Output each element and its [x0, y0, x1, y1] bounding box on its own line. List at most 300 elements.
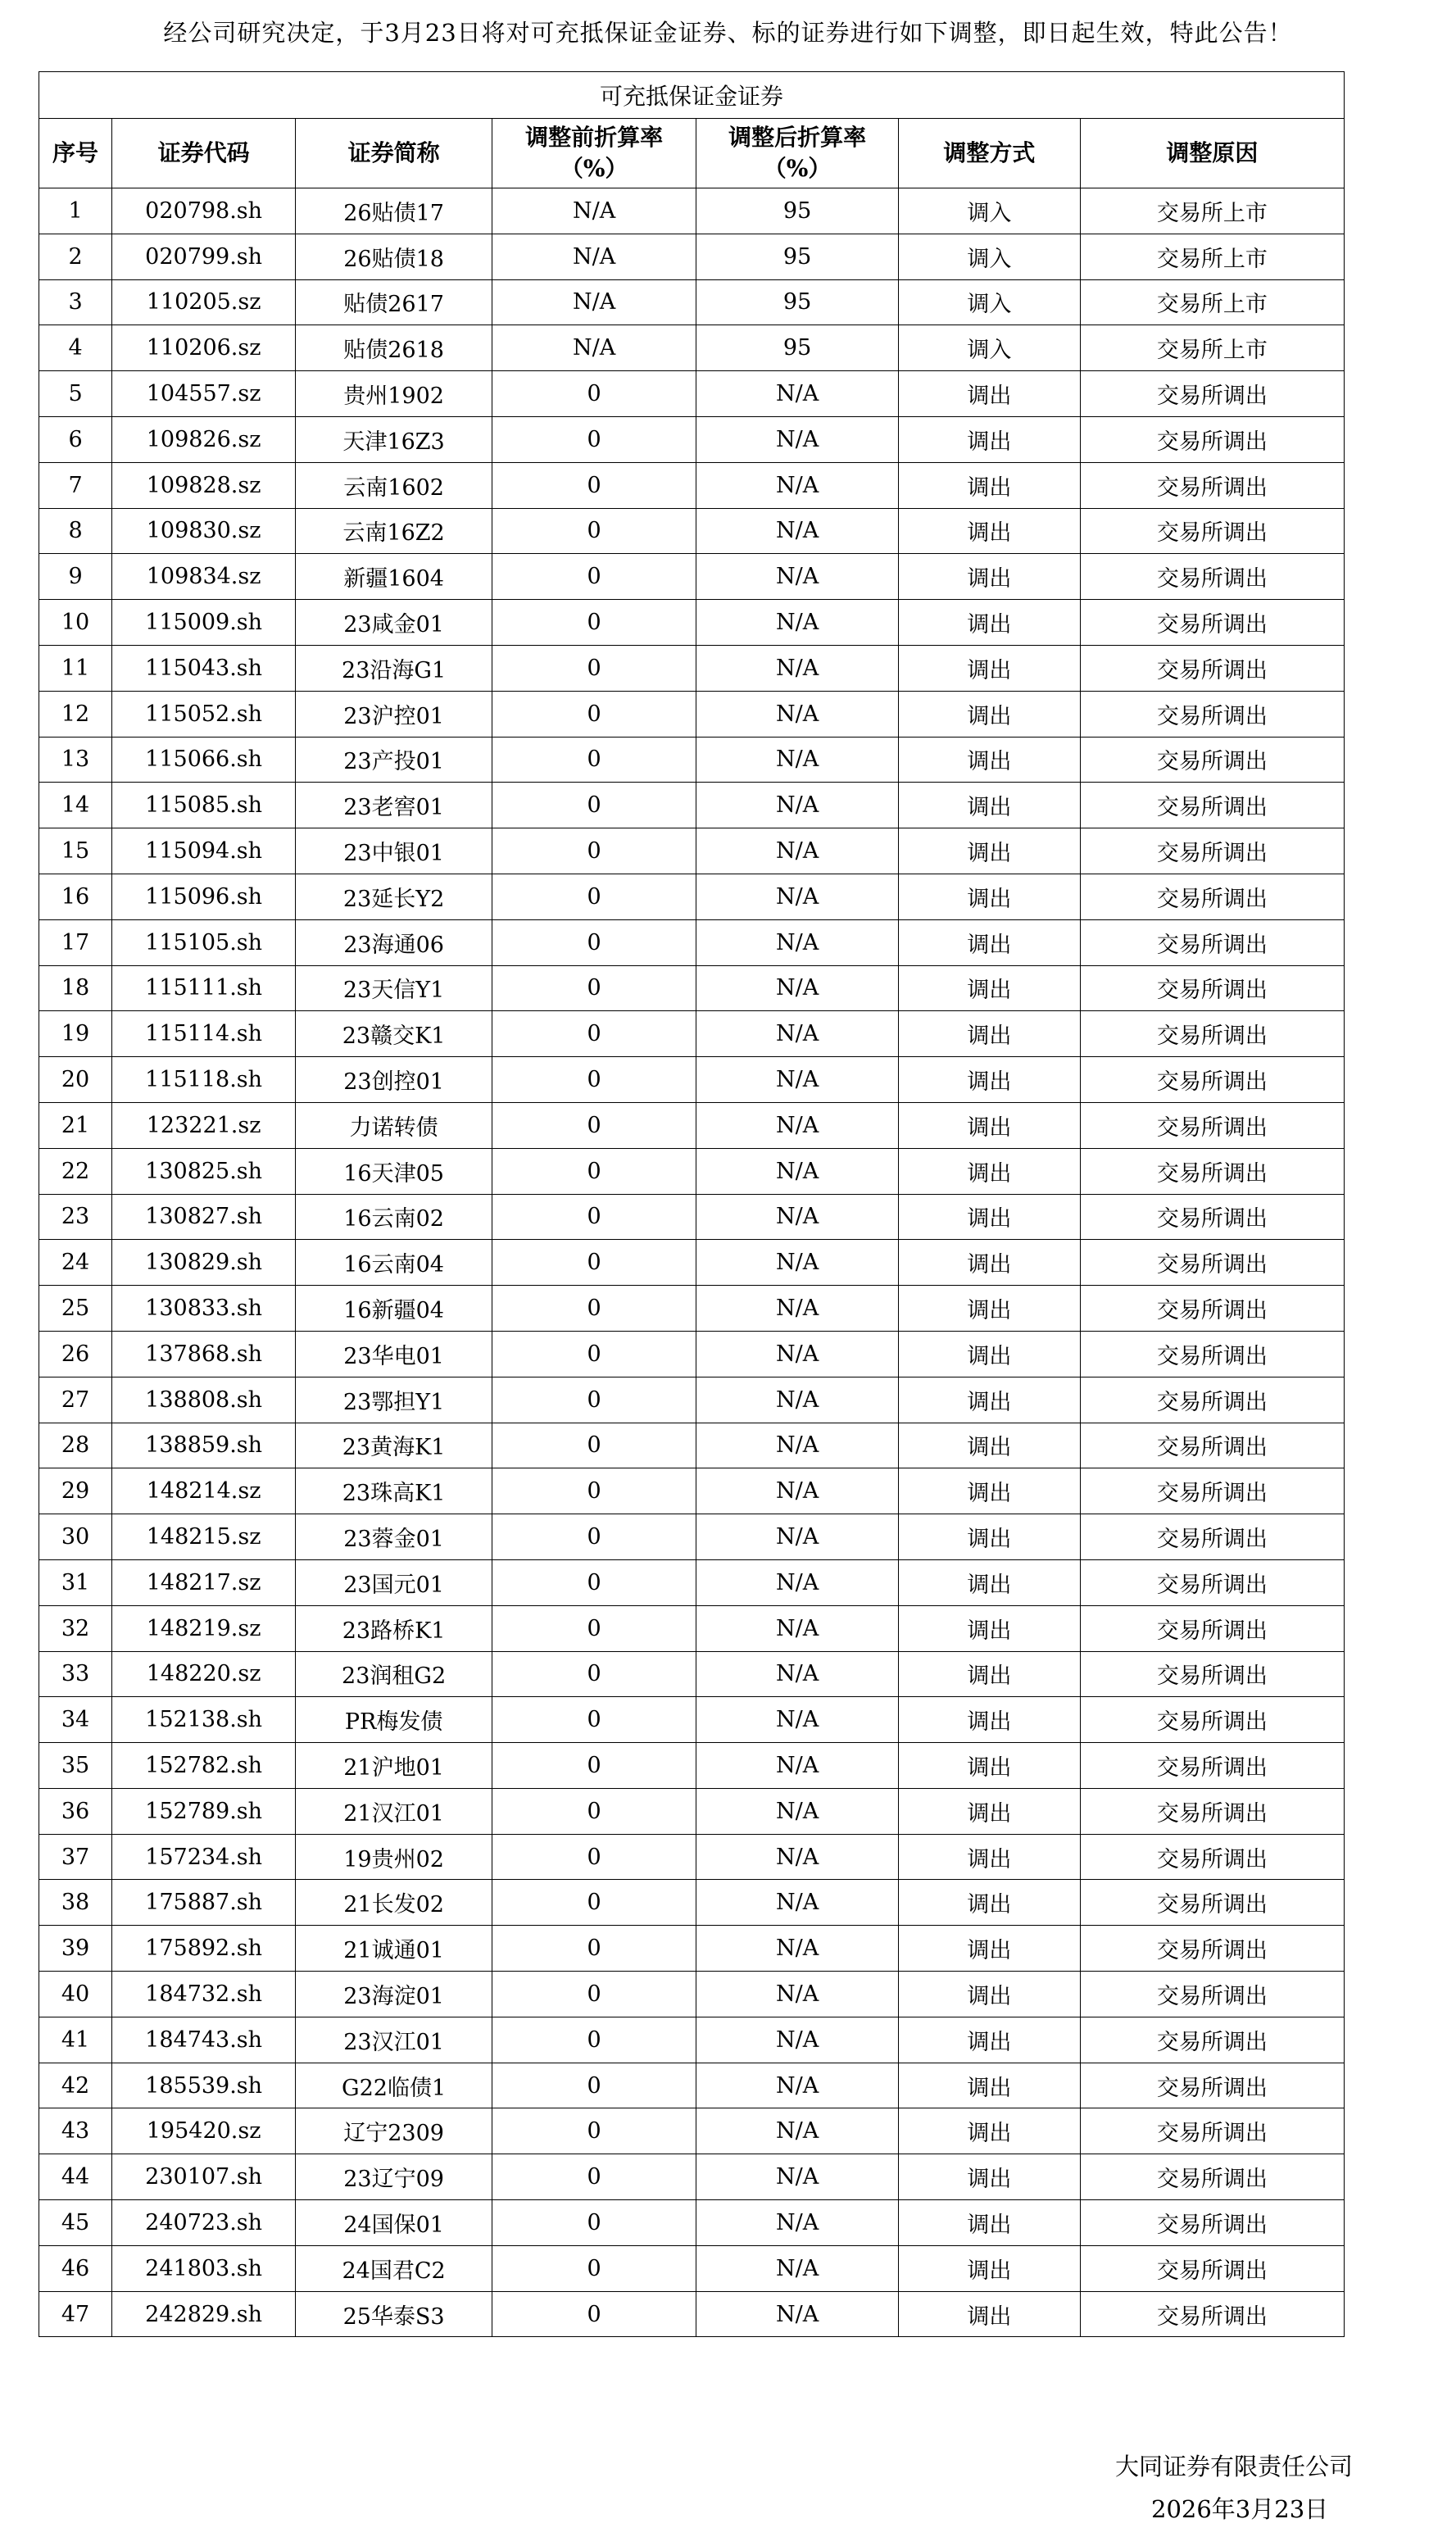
row-index: 4 — [39, 325, 112, 371]
table-row — [39, 691, 1345, 737]
row-index: 13 — [39, 737, 112, 783]
adjust-method: 调入 — [899, 188, 1081, 234]
announcement-date: 2026年3月23日 — [1151, 2495, 1329, 2523]
security-name: 贴债2618 — [296, 325, 492, 371]
rate-after: N/A — [696, 1834, 899, 1880]
rate-before: 0 — [492, 1057, 696, 1103]
security-code: 115118.sh — [112, 1057, 296, 1103]
rate-after: N/A — [696, 1286, 899, 1332]
row-index: 16 — [39, 874, 112, 919]
adjust-reason: 交易所调出 — [1080, 462, 1344, 508]
row-index: 19 — [39, 1011, 112, 1057]
rate-after: N/A — [696, 1972, 899, 2017]
adjust-reason: 交易所上市 — [1080, 188, 1344, 234]
adjust-reason: 交易所上市 — [1080, 325, 1344, 371]
table-row — [39, 1880, 1345, 1926]
row-index: 1 — [39, 188, 112, 234]
table-row — [39, 2108, 1345, 2154]
security-name: G22临债1 — [296, 2063, 492, 2108]
rate-before: 0 — [492, 1102, 696, 1148]
security-code: 109826.sz — [112, 416, 296, 462]
security-code: 148214.sz — [112, 1468, 296, 1514]
table-row — [39, 1788, 1345, 1834]
row-index: 10 — [39, 600, 112, 646]
table-row — [39, 874, 1345, 919]
security-code: 115094.sh — [112, 828, 296, 874]
adjust-reason: 交易所调出 — [1080, 737, 1344, 783]
adjust-method: 调出 — [899, 1240, 1081, 1286]
rate-after: N/A — [696, 737, 899, 783]
table-row — [39, 1697, 1345, 1743]
security-name: 23创控01 — [296, 1057, 492, 1103]
header-reason: 调整原因 — [1080, 119, 1344, 188]
security-code: 175892.sh — [112, 1926, 296, 1972]
rate-after: N/A — [696, 1331, 899, 1377]
adjust-method: 调出 — [899, 1423, 1081, 1468]
rate-before: 0 — [492, 2063, 696, 2108]
rate-after: N/A — [696, 1057, 899, 1103]
security-name: 23老窖01 — [296, 783, 492, 828]
rate-after: N/A — [696, 1880, 899, 1926]
adjust-method: 调出 — [899, 783, 1081, 828]
adjust-method: 调入 — [899, 279, 1081, 325]
adjust-reason: 交易所调出 — [1080, 1514, 1344, 1560]
rate-after: N/A — [696, 1605, 899, 1651]
row-index: 2 — [39, 234, 112, 279]
rate-before: 0 — [492, 1331, 696, 1377]
adjust-reason: 交易所调出 — [1080, 1834, 1344, 1880]
adjust-method: 调出 — [899, 2291, 1081, 2337]
security-name: 21长发02 — [296, 1880, 492, 1926]
table-title-row — [39, 72, 1345, 119]
security-code: 115052.sh — [112, 691, 296, 737]
security-code: 110206.sz — [112, 325, 296, 371]
row-index: 8 — [39, 508, 112, 554]
table-row — [39, 325, 1345, 371]
adjust-reason: 交易所调出 — [1080, 1559, 1344, 1605]
row-index: 42 — [39, 2063, 112, 2108]
row-index: 36 — [39, 1788, 112, 1834]
table-row — [39, 1102, 1345, 1148]
rate-before: 0 — [492, 1926, 696, 1972]
row-index: 46 — [39, 2245, 112, 2291]
rate-before: 0 — [492, 1423, 696, 1468]
adjust-reason: 交易所调出 — [1080, 1148, 1344, 1194]
security-name: 23蓉金01 — [296, 1514, 492, 1560]
rate-after: 95 — [696, 325, 899, 371]
row-index: 47 — [39, 2291, 112, 2337]
row-index: 45 — [39, 2200, 112, 2246]
adjust-method: 调出 — [899, 828, 1081, 874]
header-index: 序号 — [39, 119, 112, 188]
rate-before: 0 — [492, 416, 696, 462]
row-index: 12 — [39, 691, 112, 737]
row-index: 33 — [39, 1651, 112, 1697]
security-name: 23国元01 — [296, 1559, 492, 1605]
security-code: 152782.sh — [112, 1743, 296, 1789]
adjust-reason: 交易所调出 — [1080, 1605, 1344, 1651]
rate-after: N/A — [696, 371, 899, 417]
security-code: 109828.sz — [112, 462, 296, 508]
security-code: 240723.sh — [112, 2200, 296, 2246]
table-row — [39, 1011, 1345, 1057]
security-code: 138859.sh — [112, 1423, 296, 1468]
notice-text: 经公司研究决定，于3月23日将对可充抵保证金证券、标的证券进行如下调整，即日起生效，特此公告！ — [163, 19, 1293, 47]
header-rate-after-text: 调整后折算率 （%） — [728, 124, 867, 182]
security-code: 175887.sh — [112, 1880, 296, 1926]
row-index: 24 — [39, 1240, 112, 1286]
security-name: 23华电01 — [296, 1331, 492, 1377]
rate-after: N/A — [696, 783, 899, 828]
adjust-reason: 交易所调出 — [1080, 2200, 1344, 2246]
adjust-method: 调出 — [899, 1286, 1081, 1332]
rate-after: N/A — [696, 2154, 899, 2200]
adjust-reason: 交易所调出 — [1080, 2063, 1344, 2108]
adjust-method: 调出 — [899, 1057, 1081, 1103]
security-name: 新疆1604 — [296, 554, 492, 600]
adjust-reason: 交易所调出 — [1080, 1651, 1344, 1697]
row-index: 25 — [39, 1286, 112, 1332]
row-index: 15 — [39, 828, 112, 874]
rate-before: 0 — [492, 1514, 696, 1560]
security-code: 184732.sh — [112, 1972, 296, 2017]
adjust-reason: 交易所调出 — [1080, 1743, 1344, 1789]
security-name: 23中银01 — [296, 828, 492, 874]
row-index: 27 — [39, 1377, 112, 1423]
security-name: 23海通06 — [296, 919, 492, 965]
security-name: 16新疆04 — [296, 1286, 492, 1332]
rate-after: 95 — [696, 279, 899, 325]
rate-after: 95 — [696, 188, 899, 234]
security-name: 云南1602 — [296, 462, 492, 508]
rate-after: N/A — [696, 1194, 899, 1240]
adjust-reason: 交易所调出 — [1080, 691, 1344, 737]
adjust-reason: 交易所调出 — [1080, 2017, 1344, 2063]
rate-before: N/A — [492, 188, 696, 234]
security-code: 148219.sz — [112, 1605, 296, 1651]
security-name: 23辽宁09 — [296, 2154, 492, 2200]
row-index: 41 — [39, 2017, 112, 2063]
rate-after: N/A — [696, 1011, 899, 1057]
rate-before: 0 — [492, 1651, 696, 1697]
adjust-method: 调出 — [899, 1148, 1081, 1194]
security-name: 23海淀01 — [296, 1972, 492, 2017]
adjust-reason: 交易所调出 — [1080, 1468, 1344, 1514]
rate-after: N/A — [696, 1377, 899, 1423]
table-row — [39, 188, 1345, 234]
security-code: 138808.sh — [112, 1377, 296, 1423]
table-row — [39, 2245, 1345, 2291]
rate-after: N/A — [696, 1697, 899, 1743]
adjust-method: 调出 — [899, 600, 1081, 646]
adjust-method: 调出 — [899, 508, 1081, 554]
row-index: 14 — [39, 783, 112, 828]
adjust-reason: 交易所调出 — [1080, 1240, 1344, 1286]
row-index: 17 — [39, 919, 112, 965]
row-index: 5 — [39, 371, 112, 417]
security-name: 26贴债17 — [296, 188, 492, 234]
adjust-reason: 交易所调出 — [1080, 2108, 1344, 2154]
header-code: 证券代码 — [112, 119, 296, 188]
adjust-method: 调出 — [899, 1194, 1081, 1240]
security-code: 115096.sh — [112, 874, 296, 919]
adjust-method: 调出 — [899, 1559, 1081, 1605]
table-row — [39, 1468, 1345, 1514]
adjust-reason: 交易所调出 — [1080, 1926, 1344, 1972]
security-name: 23天信Y1 — [296, 965, 492, 1011]
table-row — [39, 1605, 1345, 1651]
rate-after: N/A — [696, 1148, 899, 1194]
adjust-method: 调入 — [899, 234, 1081, 279]
security-code: 020798.sh — [112, 188, 296, 234]
security-code: 115043.sh — [112, 645, 296, 691]
security-code: 130827.sh — [112, 1194, 296, 1240]
adjust-method: 调出 — [899, 1697, 1081, 1743]
rate-before: 0 — [492, 1194, 696, 1240]
table-row — [39, 1743, 1345, 1789]
rate-before: 0 — [492, 645, 696, 691]
table-row — [39, 919, 1345, 965]
rate-after: N/A — [696, 2200, 899, 2246]
adjust-reason: 交易所调出 — [1080, 1880, 1344, 1926]
security-code: 242829.sh — [112, 2291, 296, 2337]
row-index: 3 — [39, 279, 112, 325]
adjust-reason: 交易所调出 — [1080, 965, 1344, 1011]
security-code: 137868.sh — [112, 1331, 296, 1377]
security-name: 19贵州02 — [296, 1834, 492, 1880]
rate-after: N/A — [696, 1926, 899, 1972]
table-row — [39, 1057, 1345, 1103]
security-code: 020799.sh — [112, 234, 296, 279]
security-name: 23沪控01 — [296, 691, 492, 737]
row-index: 9 — [39, 554, 112, 600]
rate-before: 0 — [492, 2245, 696, 2291]
adjust-reason: 交易所调出 — [1080, 508, 1344, 554]
security-code: 152789.sh — [112, 1788, 296, 1834]
table-row — [39, 234, 1345, 279]
rate-after: N/A — [696, 965, 899, 1011]
adjust-reason: 交易所调出 — [1080, 1194, 1344, 1240]
security-name: 23汉江01 — [296, 2017, 492, 2063]
security-name: 23路桥K1 — [296, 1605, 492, 1651]
rate-before: 0 — [492, 965, 696, 1011]
row-index: 6 — [39, 416, 112, 462]
rate-before: 0 — [492, 554, 696, 600]
table-row — [39, 1194, 1345, 1240]
adjust-method: 调入 — [899, 325, 1081, 371]
adjust-reason: 交易所调出 — [1080, 1011, 1344, 1057]
security-name: PR梅发债 — [296, 1697, 492, 1743]
table-row — [39, 1240, 1345, 1286]
header-name: 证券简称 — [296, 119, 492, 188]
adjust-reason: 交易所调出 — [1080, 2245, 1344, 2291]
adjust-reason: 交易所调出 — [1080, 416, 1344, 462]
security-name: 23延长Y2 — [296, 874, 492, 919]
adjust-method: 调出 — [899, 1468, 1081, 1514]
rate-after: N/A — [696, 691, 899, 737]
security-name: 23黄海K1 — [296, 1423, 492, 1468]
rate-before: 0 — [492, 2200, 696, 2246]
adjust-reason: 交易所调出 — [1080, 371, 1344, 417]
security-name: 16云南04 — [296, 1240, 492, 1286]
rate-after: N/A — [696, 1423, 899, 1468]
adjust-method: 调出 — [899, 691, 1081, 737]
adjust-reason: 交易所调出 — [1080, 1972, 1344, 2017]
header-rate-before-text: 调整前折算率 （%） — [525, 124, 664, 182]
rate-before: 0 — [492, 1377, 696, 1423]
security-code: 115085.sh — [112, 783, 296, 828]
security-name: 23产投01 — [296, 737, 492, 783]
rate-after: N/A — [696, 416, 899, 462]
security-code: 104557.sz — [112, 371, 296, 417]
row-index: 26 — [39, 1331, 112, 1377]
adjust-method: 调出 — [899, 919, 1081, 965]
rate-after: N/A — [696, 1102, 899, 1148]
security-name: 23赣交K1 — [296, 1011, 492, 1057]
table-row — [39, 737, 1345, 783]
rate-after: N/A — [696, 2063, 899, 2108]
security-name: 辽宁2309 — [296, 2108, 492, 2154]
adjust-reason: 交易所上市 — [1080, 279, 1344, 325]
rate-before: 0 — [492, 919, 696, 965]
security-code: 230107.sh — [112, 2154, 296, 2200]
security-name: 16天津05 — [296, 1148, 492, 1194]
table-row — [39, 1651, 1345, 1697]
rate-before: 0 — [492, 600, 696, 646]
rate-after: N/A — [696, 554, 899, 600]
row-index: 29 — [39, 1468, 112, 1514]
adjust-reason: 交易所调出 — [1080, 1697, 1344, 1743]
rate-before: 0 — [492, 1972, 696, 2017]
rate-after: N/A — [696, 2108, 899, 2154]
security-code: 110205.sz — [112, 279, 296, 325]
row-index: 32 — [39, 1605, 112, 1651]
adjust-method: 调出 — [899, 1377, 1081, 1423]
rate-after: N/A — [696, 2245, 899, 2291]
rate-before: N/A — [492, 234, 696, 279]
security-name: 25华泰S3 — [296, 2291, 492, 2337]
table-row — [39, 1377, 1345, 1423]
adjust-reason: 交易所调出 — [1080, 1377, 1344, 1423]
rate-before: 0 — [492, 1743, 696, 1789]
security-code: 109830.sz — [112, 508, 296, 554]
rate-after: N/A — [696, 600, 899, 646]
rate-before: 0 — [492, 2108, 696, 2154]
rate-before: 0 — [492, 2017, 696, 2063]
table-row — [39, 1423, 1345, 1468]
rate-after: N/A — [696, 1559, 899, 1605]
table-row — [39, 600, 1345, 646]
security-name: 贵州1902 — [296, 371, 492, 417]
security-name: 天津16Z3 — [296, 416, 492, 462]
rate-after: N/A — [696, 1651, 899, 1697]
security-code: 148220.sz — [112, 1651, 296, 1697]
table-row — [39, 1331, 1345, 1377]
rate-before: 0 — [492, 1880, 696, 1926]
row-index: 30 — [39, 1514, 112, 1560]
adjust-reason: 交易所调出 — [1080, 1788, 1344, 1834]
rate-before: 0 — [492, 1148, 696, 1194]
adjust-reason: 交易所调出 — [1080, 874, 1344, 919]
rate-before: 0 — [492, 1559, 696, 1605]
security-name: 23珠高K1 — [296, 1468, 492, 1514]
row-index: 37 — [39, 1834, 112, 1880]
security-code: 130833.sh — [112, 1286, 296, 1332]
company-name: 大同证券有限责任公司 — [1115, 2453, 1354, 2480]
rate-after: N/A — [696, 828, 899, 874]
table-row — [39, 828, 1345, 874]
rate-after: N/A — [696, 2017, 899, 2063]
row-index: 23 — [39, 1194, 112, 1240]
table-row — [39, 2154, 1345, 2200]
adjust-method: 调出 — [899, 2154, 1081, 2200]
adjust-method: 调出 — [899, 645, 1081, 691]
security-code: 195420.sz — [112, 2108, 296, 2154]
table-row — [39, 1926, 1345, 1972]
rate-before: 0 — [492, 1834, 696, 1880]
rate-after: N/A — [696, 1468, 899, 1514]
row-index: 38 — [39, 1880, 112, 1926]
adjust-method: 调出 — [899, 2017, 1081, 2063]
table-row — [39, 1972, 1345, 2017]
adjust-method: 调出 — [899, 1605, 1081, 1651]
rate-before: 0 — [492, 2154, 696, 2200]
rate-before: 0 — [492, 783, 696, 828]
adjust-reason: 交易所调出 — [1080, 1286, 1344, 1332]
adjust-method: 调出 — [899, 1743, 1081, 1789]
adjust-method: 调出 — [899, 554, 1081, 600]
rate-before: 0 — [492, 874, 696, 919]
rate-before: 0 — [492, 1011, 696, 1057]
security-name: 23咸金01 — [296, 600, 492, 646]
adjust-method: 调出 — [899, 1331, 1081, 1377]
table-header-row — [39, 119, 1345, 188]
adjust-method: 调出 — [899, 1972, 1081, 2017]
security-code: 241803.sh — [112, 2245, 296, 2291]
security-code: 115066.sh — [112, 737, 296, 783]
row-index: 43 — [39, 2108, 112, 2154]
table-row — [39, 279, 1345, 325]
securities-table — [39, 71, 1345, 2337]
security-name: 16云南02 — [296, 1194, 492, 1240]
rate-after: N/A — [696, 1743, 899, 1789]
row-index: 39 — [39, 1926, 112, 1972]
security-code: 115114.sh — [112, 1011, 296, 1057]
rate-after: N/A — [696, 2291, 899, 2337]
rate-before: N/A — [492, 325, 696, 371]
rate-before: 0 — [492, 508, 696, 554]
rate-before: 0 — [492, 1697, 696, 1743]
adjust-method: 调出 — [899, 2200, 1081, 2246]
row-index: 11 — [39, 645, 112, 691]
rate-after: N/A — [696, 874, 899, 919]
row-index: 31 — [39, 1559, 112, 1605]
adjust-reason: 交易所调出 — [1080, 1102, 1344, 1148]
header-rate-after — [696, 119, 899, 188]
security-name: 23鄂担Y1 — [296, 1377, 492, 1423]
adjust-method: 调出 — [899, 1651, 1081, 1697]
rate-after: 95 — [696, 234, 899, 279]
security-code: 130829.sh — [112, 1240, 296, 1286]
security-name: 26贴债18 — [296, 234, 492, 279]
table-row — [39, 1834, 1345, 1880]
security-name: 23沿海G1 — [296, 645, 492, 691]
security-code: 115111.sh — [112, 965, 296, 1011]
adjust-reason: 交易所调出 — [1080, 1057, 1344, 1103]
adjust-method: 调出 — [899, 462, 1081, 508]
adjust-method: 调出 — [899, 1514, 1081, 1560]
rate-after: N/A — [696, 1240, 899, 1286]
